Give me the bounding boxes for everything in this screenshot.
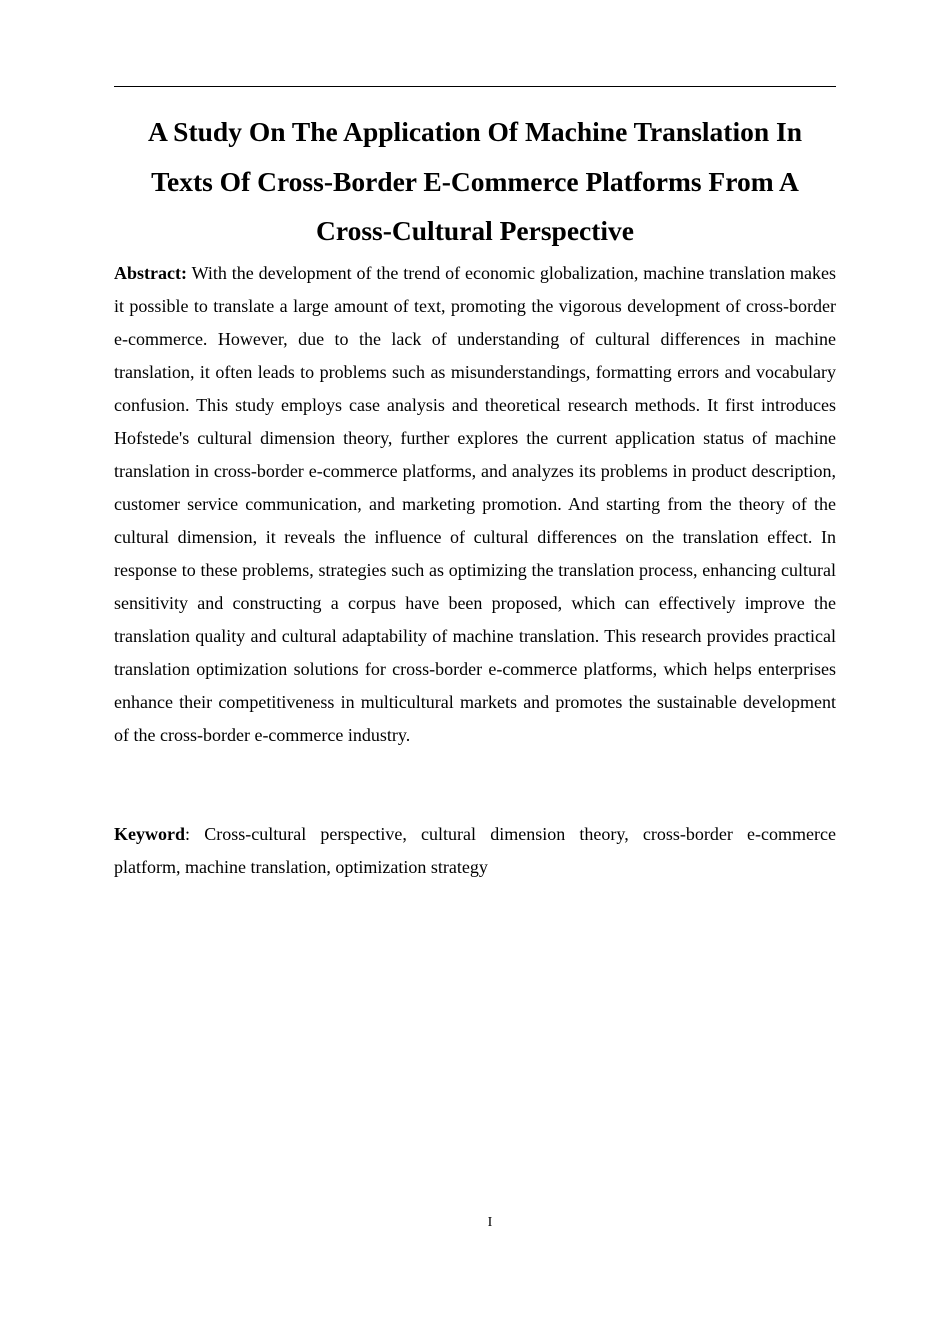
keywords-paragraph <box>114 818 836 884</box>
abstract-text: With the development of the trend of economic globalization, machine translation makes it possible to translate a large amount of text, promoting the vigorous development of cross-border e-commerce. However, due to the lack of understanding of cultural differences in machine translation, it often leads to problems such as misunderstandings, formatting errors and vocabulary confusion. This study employs case analysis and theoretical research methods. It first introduces Hofstede's cultural dimension theory, further explores the current application status of machine translation in cross-border e-commerce platforms, and analyzes its problems in product description, customer service communication, and marketing promotion. And starting from the theory of the cultural dimension, it reveals the influence of cultural differences on the translation effect. In response to these problems, strategies such as optimizing the translation process, enhancing cultural sensitivity and constructing a corpus have been proposed, which can effectively improve the translation quality and cultural adaptability of machine translation. This research provides practical translation optimization solutions for cross-border e-commerce platforms, which helps enterprises enhance their competitiveness in multicultural markets and promotes the sustainable development of the cross-border e-commerce industry. <box>114 263 836 745</box>
paper-title: A Study On The Application Of Machine Translation In Texts Of Cross-Border E-Commerce Platforms From A Cross-Cultural Perspective <box>147 116 803 246</box>
keywords-label: Keyword <box>114 824 185 844</box>
header-rule <box>114 86 836 87</box>
page-number: I <box>487 1215 493 1230</box>
abstract-label: Abstract: <box>114 263 187 283</box>
keywords-separator: : <box>185 824 191 844</box>
keywords-text: Cross-cultural perspective, cultural dimension theory, cross-border e-commerce platform, machine translation, optimization strategy <box>114 824 836 877</box>
abstract-paragraph <box>114 257 836 752</box>
